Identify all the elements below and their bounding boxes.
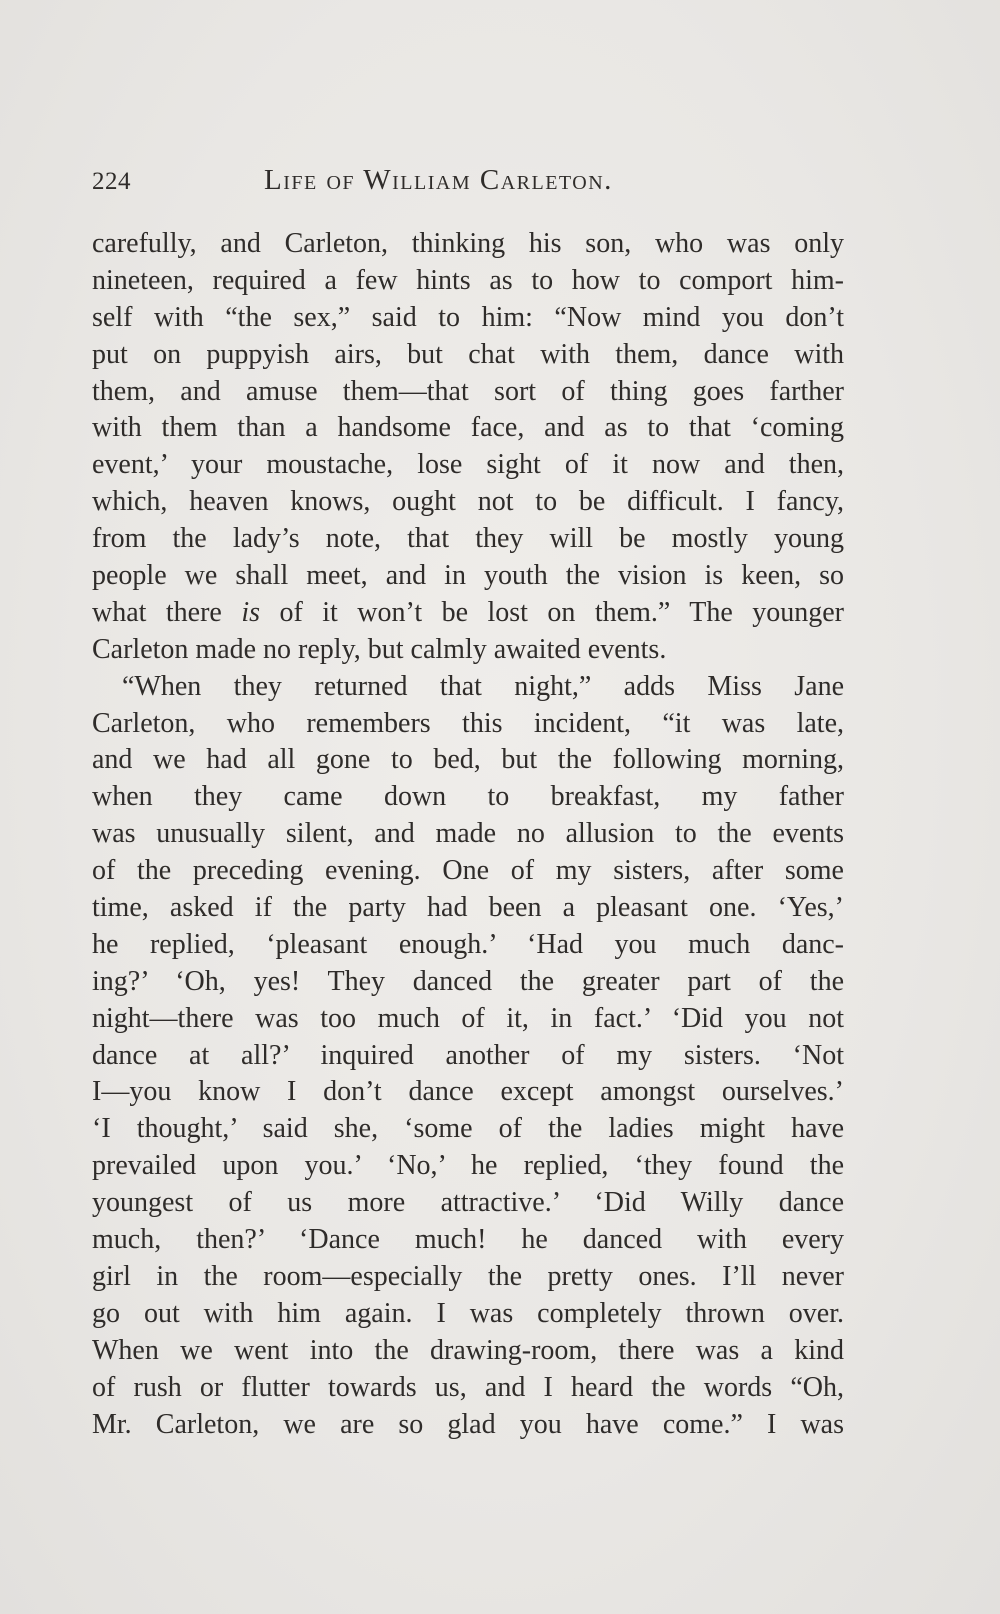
text-line: which, heaven knows, ought not to be difficult. I fancy,	[92, 486, 844, 518]
text-line: he replied, ‘pleasant enough.’ ‘Had you much danc-	[92, 928, 844, 960]
italic-word: is	[241, 596, 261, 628]
paragraph-first-line: “When they returned that night,” adds Miss Jane	[122, 670, 844, 702]
text-line: youngest of us more attractive.’ ‘Did Willy dance	[92, 1187, 844, 1219]
text-run: of it won’t be lost on them.” The younger	[260, 596, 844, 628]
text-line: self with “the sex,” said to him: “Now mind you don’t	[92, 301, 844, 333]
text-line: much, then?’ ‘Dance much! he danced with every	[92, 1224, 844, 1256]
text-line: I—you know I don’t dance except amongst ourselves.’	[92, 1076, 844, 1108]
text-line: put on puppyish airs, but chat with them, dance with	[92, 338, 844, 370]
text-line: carefully, and Carleton, thinking his son, who was only	[92, 228, 844, 259]
text-line: When we went into the drawing-room, there was a kind	[92, 1334, 844, 1366]
text-line: Carleton, who remembers this incident, “it was late,	[92, 707, 844, 739]
text-line: and we had all gone to bed, but the following morning,	[92, 744, 844, 776]
text-line: from the lady’s note, that they will be mostly young	[92, 523, 844, 555]
paragraph-last-line: Carleton made no reply, but calmly awaited events.	[92, 633, 667, 665]
page-number: 224	[92, 168, 131, 195]
text-line: Mr. Carleton, we are so glad you have come.” I was	[92, 1408, 844, 1440]
text-line: night—there was too much of it, in fact.’ ‘Did you not	[92, 1002, 844, 1034]
running-title: Life of William Carleton.	[264, 164, 613, 196]
text-line: ‘I thought,’ said she, ‘some of the ladies might have	[92, 1113, 844, 1145]
text-line: nineteen, required a few hints as to how to comport him-	[92, 264, 844, 296]
text-line-with-italic	[92, 595, 844, 632]
text-run: what there	[92, 596, 242, 628]
text-line: go out with him again. I was completely thrown over.	[92, 1297, 844, 1329]
text-line: of rush or flutter towards us, and I heard the words “Oh,	[92, 1371, 844, 1403]
text-line: of the preceding evening. One of my sisters, after some	[92, 855, 844, 887]
text-line: with them than a handsome face, and as to that ‘coming	[92, 412, 844, 444]
text-line: dance at all?’ inquired another of my sisters. ‘Not	[92, 1039, 844, 1071]
text-line: time, asked if the party had been a pleasant one. ‘Yes,’	[92, 892, 844, 924]
text-line: girl in the room—especially the pretty ones. I’ll never	[92, 1260, 844, 1292]
text-line: prevailed upon you.’ ‘No,’ he replied, ‘they found the	[92, 1150, 844, 1182]
running-header	[92, 160, 844, 200]
text-line: event,’ your moustache, lose sight of it now and then,	[92, 449, 844, 481]
text-line: people we shall meet, and in youth the vision is keen, so	[92, 560, 844, 592]
text-line: was unusually silent, and made no allusion to the events	[92, 818, 844, 850]
text-line: them, and amuse them—that sort of thing goes farther	[92, 375, 844, 407]
text-line: when they came down to breakfast, my father	[92, 781, 844, 813]
body-text	[92, 226, 844, 1443]
text-line: ing?’ ‘Oh, yes! They danced the greater part of the	[92, 965, 844, 997]
